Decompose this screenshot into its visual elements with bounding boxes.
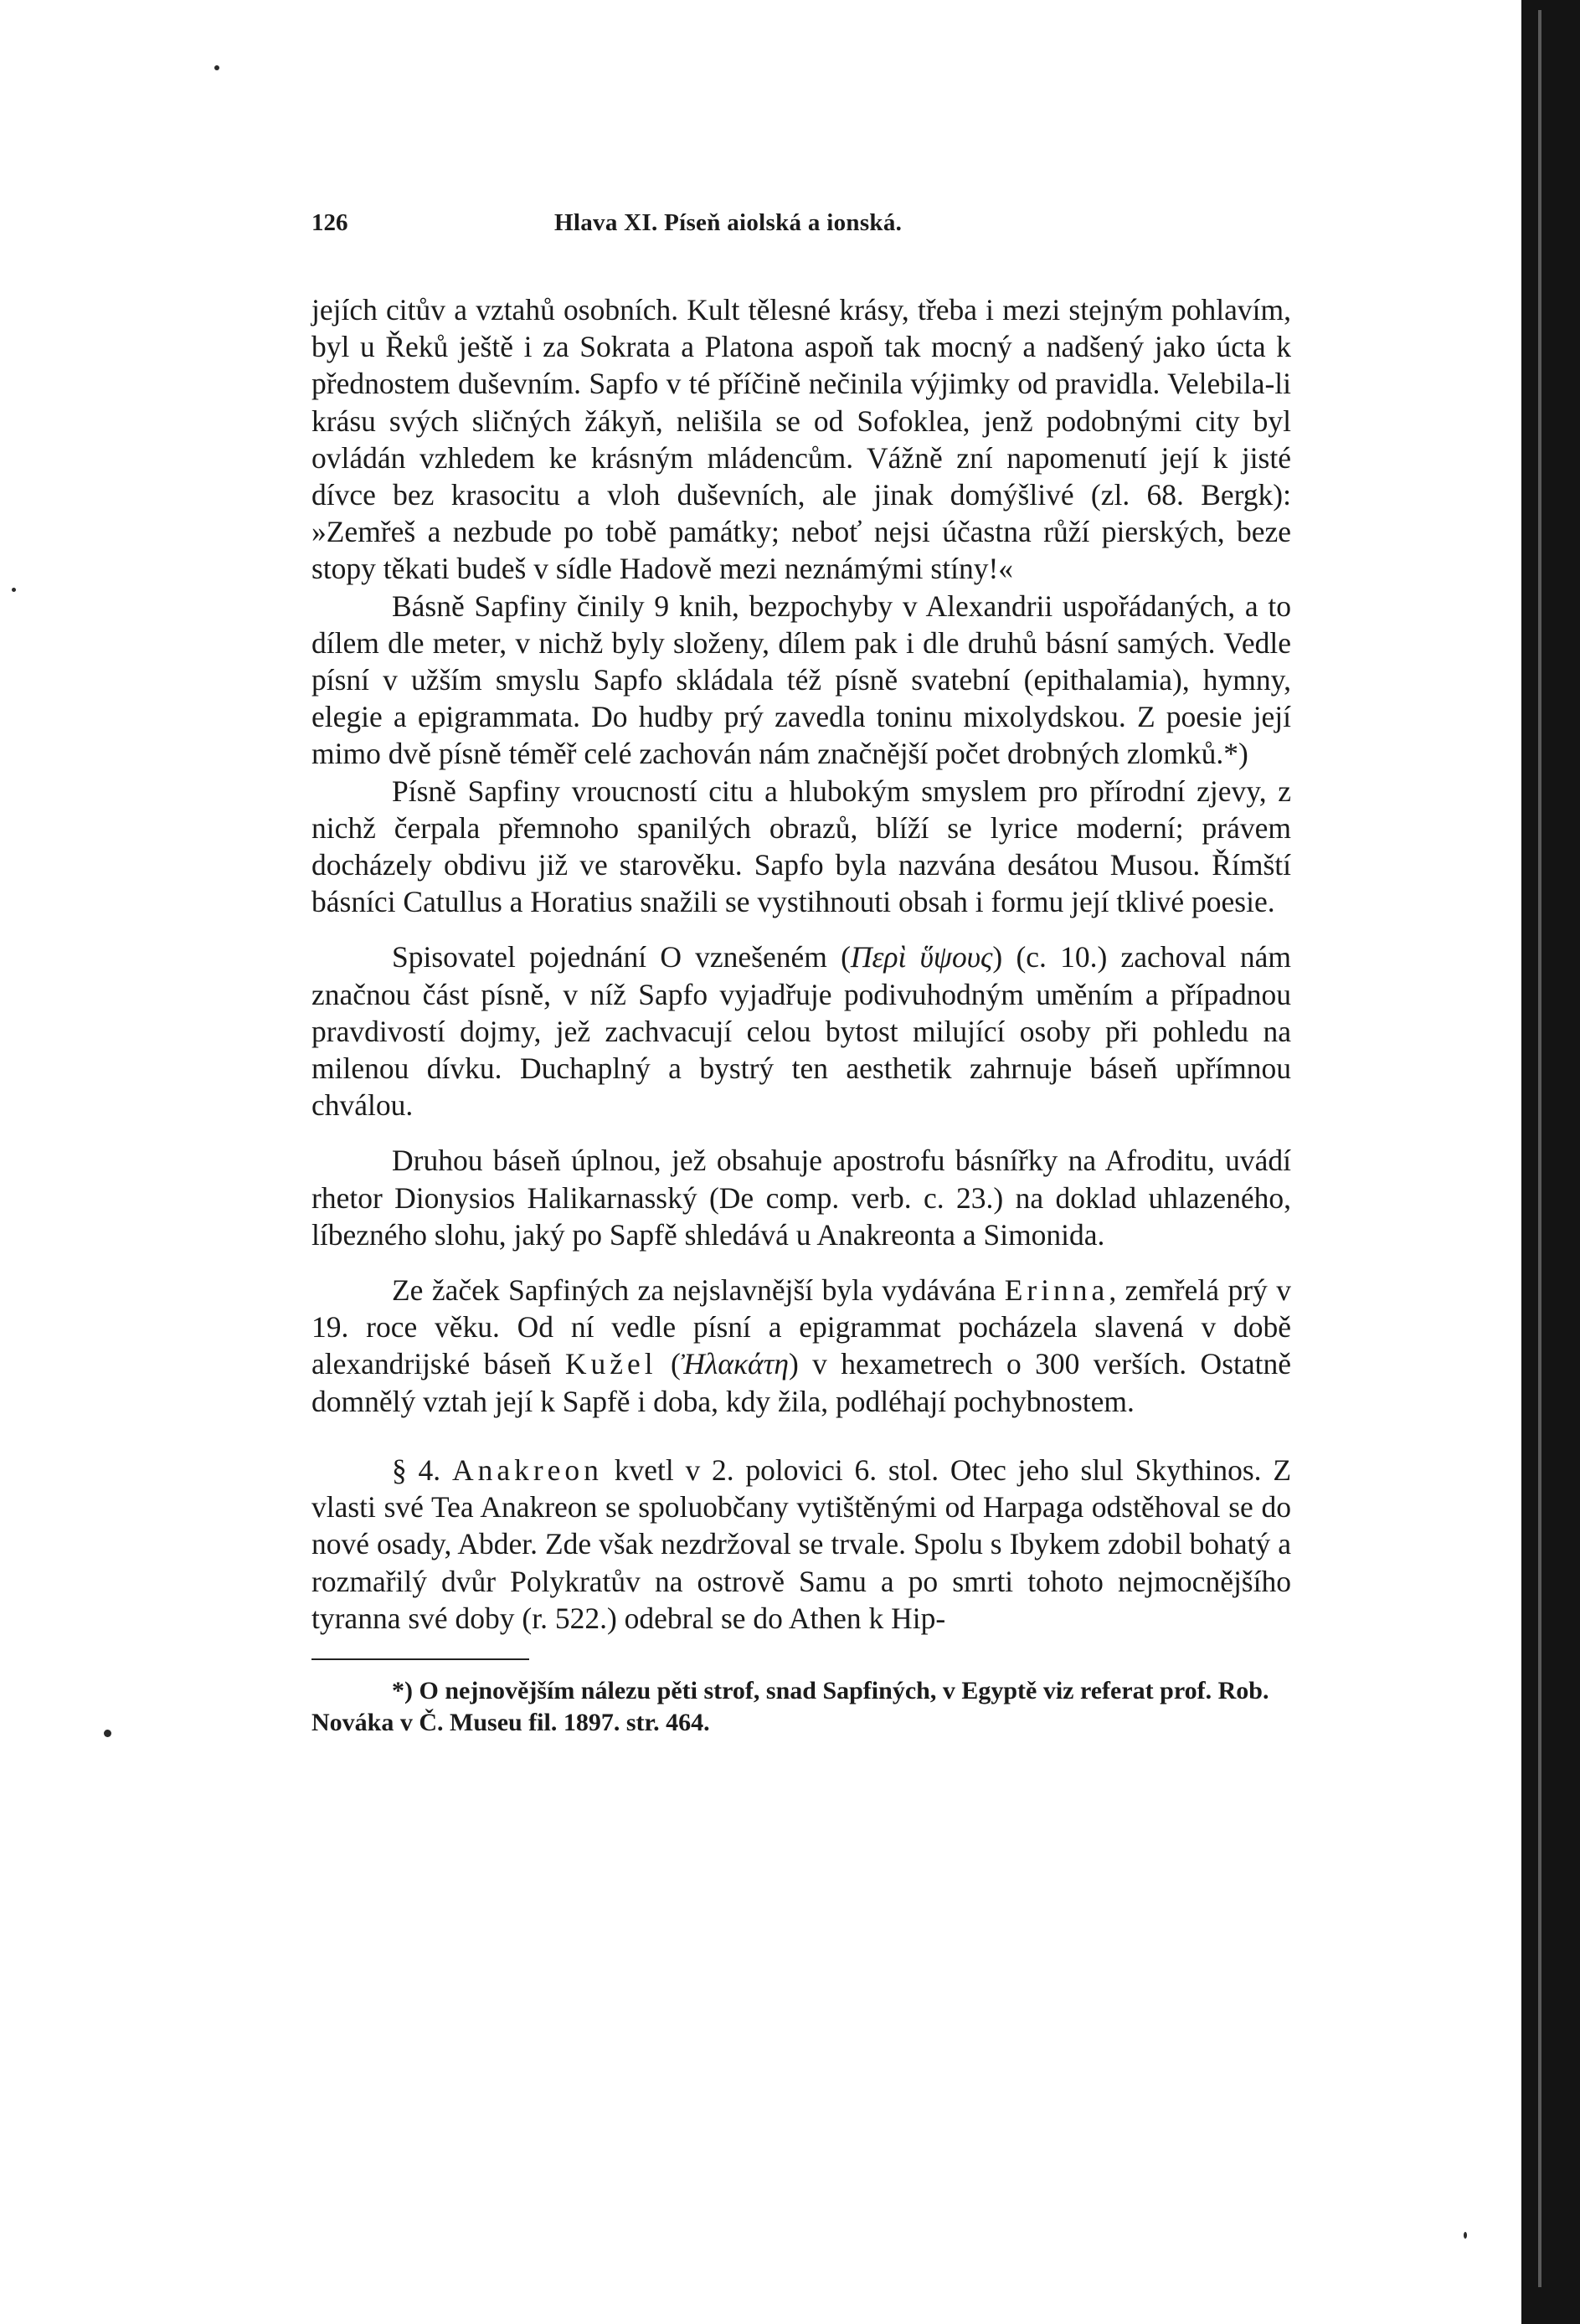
paragraph-6-paren: ( [656,1347,681,1381]
section-number: § 4. [392,1452,452,1487]
scan-speck [214,65,219,70]
paragraph-4-start: Spisovatel pojednání O vznešeném ( [392,940,851,974]
body-text [311,291,1291,1637]
paragraph-2: Básně Sapfiny činily 9 knih, bezpochyby v Alexandrii uspořádaných, a to dílem dle meter, v nichž byly složeny, dílem pak i dle druhů básní samých. Vedle písní v užším smyslu Sapfo skládala též písně svatební (epithalamia), hymny, elegie a epigrammata. Do hudby prý zavedla toninu mixolydskou. Z poesie její mimo dvě písně téměř celé zachován nám značnější počet drobných zlomků.*) [311,589,1291,771]
paragraph-6 [311,1272,1291,1420]
paragraph-4 [311,938,1291,1123]
paragraph-6-rest: ) v hexametrech o 300 verších. Ostatně domnělý vztah její k Sapfě i doba, kdy žila, podléhají pochybnostem. [311,1347,1291,1418]
scan-dark-edge [1521,0,1580,2324]
greek-title-elakate: Ἠλακάτη [680,1347,789,1381]
section-4-paragraph [311,1452,1291,1637]
footnote-divider [311,1658,529,1660]
scan-speck [1464,2232,1467,2239]
greek-title: Περὶ ὕψους [850,940,993,974]
spaced-name-kuzel: Kužel [564,1347,657,1381]
section-4-text: kvetl v 2. polovici 6. stol. Otec jeho slul Skythinos. Z vlasti své Tea Anakreon se spoluobčany vytištěnými od Harpaga odstěhoval se do nové osady, Abder. Zde však nezdržoval se trvale. Spolu s Ibykem zdobil bohatý a rozmařilý dvůr Polykratův na ostrově Samu a po smrti tohoto nejmocnějšího tyranna své doby (r. 522.) odebral se do Athen k Hip- [311,1452,1292,1635]
paragraph-3: Písně Sapfiny vroucností citu a hlubokým smyslem pro přírodní zjevy, z nichž čerpala přemnoho spanilých obrazů, blíží se lyrice moderní; právem docházely obdivu již ve starověku. Sapfo byla nazvána desátou Musou. Římští básníci Catullus a Horatius snažili se vystihnouti obsah i formu její tklivé poesie. [311,774,1291,919]
page-number: 126 [311,209,348,236]
footnote: *) O nejnovějším nálezu pěti strof, snad Sapfiných, v Egyptě viz referat prof. Rob. Nováka v Č. Museu fil. 1897. str. 464. [311,1676,1269,1736]
paragraph-4-rest: ) (c. 10.) zachoval nám značnou část písně, v níž Sapfo vyjadřuje podivuhodným uměním a případnou pravdivostí dojmy, jež zachvacují celou bytost milující osoby při pohledu na milenou dívku. Duchaplný a bystrý ten aesthetik zahrnuje báseň upřímnou chválou. [311,940,1291,1123]
paragraph-1: jejích citův a vztahů osobních. Kult tělesné krásy, třeba i mezi stejným pohlavím, byl u Řeků ještě i za Sokrata a Platona aspoň tak mocný a nadšený jako úcta k přednostem duševním. Sapfo v té příčině nečinila výjimky od pravidla. Velebila-li krásu svých sličných žákyň, nelišila se od Sofoklea, jenž podobnými city byl ovládán vzhledem ke krásným mládencům. Vážně zní napomenutí její k jisté dívce bez krasocitu a vloh duševních, ale jinak domýšlivé (zl. 68. Bergk): »Zemřeš a nezbude po tobě památky; neboť nejsi účastna růží pierských, beze stopy těkati budeš v sídle Hadově mezi neznámými stíny!« [311,293,1291,586]
paragraph-5: Druhou báseň úplnou, jež obsahuje apostrofu básnířky na Afroditu, uvádí rhetor Dionysios Halikarnasský (De comp. verb. c. 23.) na doklad uhlazeného, líbezného slohu, jaký po Sapfě shledává u Anakreonta a Simonida. [311,1144,1291,1252]
scan-edge-line [1538,10,1541,2287]
spaced-name-erinna: Erinna [1004,1273,1109,1308]
scan-speck [104,1730,111,1737]
running-head [311,209,1291,243]
chapter-title: Hlava XI. Píseň aiolská a ionská. [554,209,903,236]
scan-speck [12,588,16,592]
spaced-name-anakreon: Anakreon [451,1452,603,1487]
paragraph-6-start: Ze žaček Sapfiných za nejslavnější byla vydávána [392,1273,1005,1308]
book-page [311,209,1291,1739]
paragraph-6-middle: , zemřelá prý v 19. roce věku. Od ní vedle písní a epigrammat pocházela slavená v době alexandrijské báseň [311,1273,1291,1381]
